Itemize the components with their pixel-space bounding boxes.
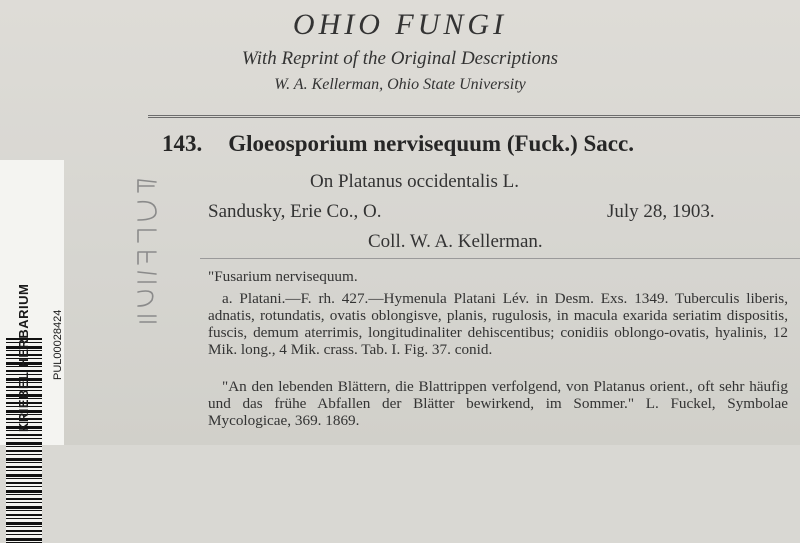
collection-locality: Sandusky, Erie Co., O.	[208, 201, 382, 222]
publication-author: W. A. Kellerman, Ohio State University	[274, 76, 526, 93]
herbarium-name: KRIEBEL HERBARIUM	[16, 283, 31, 432]
entry-number: 143.	[162, 131, 203, 156]
publication-title: OHIO FUNGI	[292, 8, 508, 41]
description-paragraph-latin	[208, 290, 788, 358]
german-text: "An den lebenden Blättern, die Blattrippen verfolgend, von Platanus orient., oft sehr häufig und das frühe Abfallen der Blätter bewirkend, im Sommer." L. Fuckel, Symbolae Mycologicae, 369. 1869.	[208, 378, 788, 429]
latin-text: a. Platani.—F. rh. 427.—Hymenula Platani Lév. in Desm. Exs. 1349. Tuberculis liberis, adnatis, rotundatis, ovatis oblongisve, planis, rugulosis, in macula exarida seriatim dispositis, fuscis, demum aterrimis, longitudinaliter dehiscentibus; conidiis oblongo-ovatis, hyalinis, 12 Mik. long., 4 Mik. crass. Tab. I. Fig. 37. conid.	[208, 290, 788, 358]
herbarium-label	[0, 160, 64, 445]
description-paragraph-german	[208, 378, 788, 429]
species-name: Gloeosporium nervisequum (Fuck.) Sacc.	[228, 131, 634, 156]
species-heading	[162, 131, 634, 157]
divider-top	[148, 115, 800, 116]
divider-top-double	[148, 117, 800, 118]
collector: Coll. W. A. Kellerman.	[368, 231, 543, 252]
publication-subtitle: With Reprint of the Original Descriptions	[241, 48, 559, 69]
handwritten-accession-note	[130, 170, 164, 330]
accession-number: PUL00028424	[52, 309, 64, 380]
collection-date: July 28, 1903.	[607, 201, 715, 222]
divider-middle	[200, 258, 800, 259]
host-plant: On Platanus occidentalis L.	[310, 171, 519, 192]
description-line-1: "Fusarium nervisequum.	[208, 268, 358, 285]
